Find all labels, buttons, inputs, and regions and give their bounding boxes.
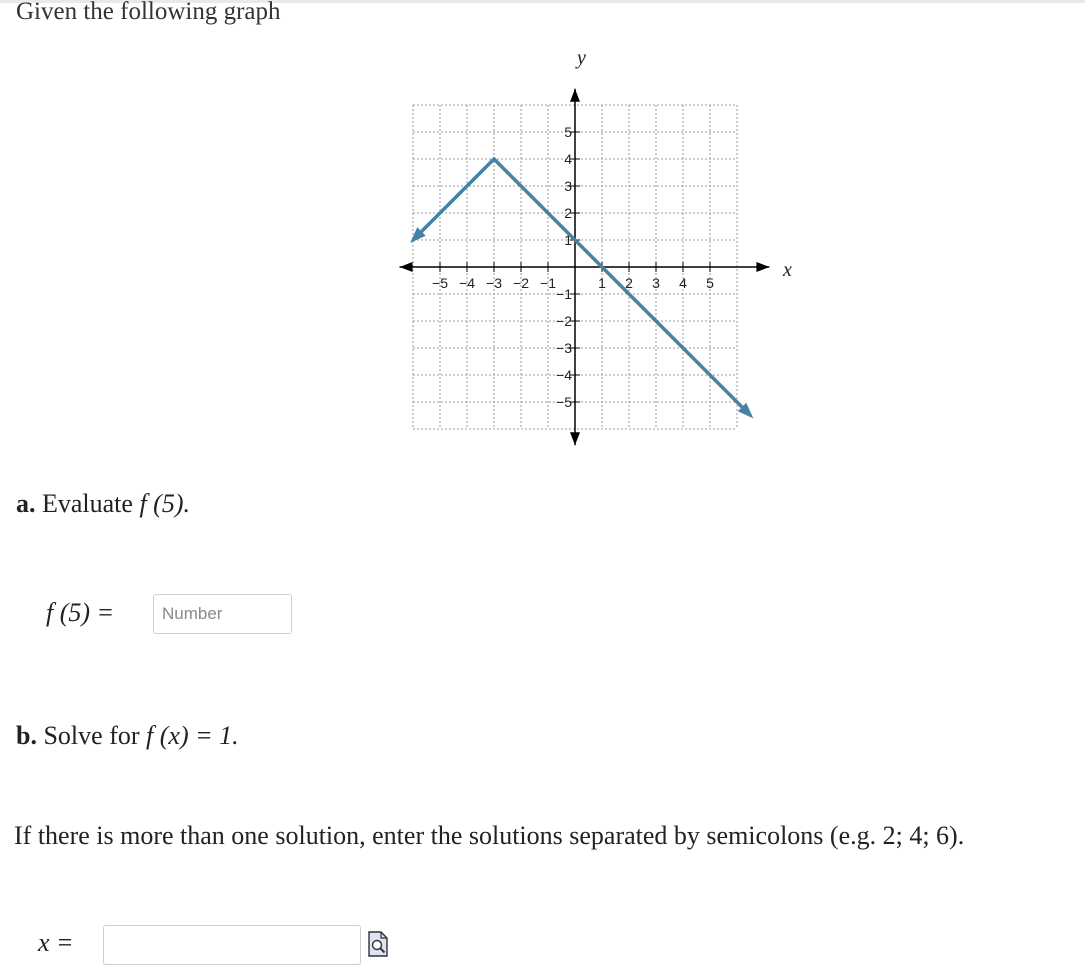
y-tick-label: −5 — [556, 394, 572, 410]
y-tick-label: −2 — [556, 313, 572, 329]
part-b-letter: b. — [16, 721, 37, 750]
f5-answer-input[interactable] — [153, 594, 292, 634]
preview-icon[interactable] — [367, 931, 389, 957]
y-tick-label: 3 — [564, 178, 572, 194]
graph-axes — [400, 89, 770, 445]
y-axis-label: y — [577, 47, 586, 69]
x-tick-label: −1 — [540, 275, 556, 291]
x-tick-label: 1 — [598, 275, 606, 291]
x-tick-label: 2 — [625, 275, 633, 291]
x-tick-label: −4 — [459, 275, 475, 291]
y-axis-bottom-arrow — [570, 432, 580, 445]
part-b-question — [16, 720, 239, 752]
x-tick-label: −2 — [513, 275, 529, 291]
y-tick-label: 1 — [564, 232, 572, 248]
x-axis-label: x — [783, 259, 792, 281]
part-b-expression: f (x) = 1. — [146, 721, 239, 750]
y-tick-label: 4 — [564, 151, 572, 167]
x-tick-label: −5 — [432, 275, 448, 291]
x-tick-label: −3 — [486, 275, 502, 291]
part-a-letter: a. — [16, 489, 36, 518]
y-tick-label: 5 — [564, 124, 572, 140]
part-a-text: Evaluate — [35, 489, 140, 518]
part-a-question — [16, 488, 190, 520]
part-a-answer-label: f (5) = — [46, 598, 115, 627]
part-b-answer-label: x = — [38, 928, 74, 957]
x-answer-input[interactable] — [103, 925, 361, 965]
x-axis-right-arrow — [756, 262, 769, 272]
y-axis-top-arrow — [570, 89, 580, 102]
part-b-hint: If there is more than one solution, enter the solutions separated by semicolons (e.g. 2; 4; 6). — [14, 821, 965, 850]
part-a-expression: f (5). — [139, 489, 190, 518]
y-tick-label: 2 — [564, 205, 572, 221]
x-axis-left-arrow — [400, 262, 413, 272]
function-graph — [385, 40, 790, 470]
x-tick-label: 3 — [652, 275, 660, 291]
part-b-text: Solve for — [36, 721, 147, 750]
x-tick-label: 4 — [679, 275, 687, 291]
x-tick-label: 5 — [706, 275, 714, 291]
y-tick-label: −3 — [556, 340, 572, 356]
question-prompt: Given the following graph — [16, 0, 281, 25]
y-tick-label: −4 — [556, 367, 572, 383]
y-tick-label: −1 — [556, 286, 572, 302]
